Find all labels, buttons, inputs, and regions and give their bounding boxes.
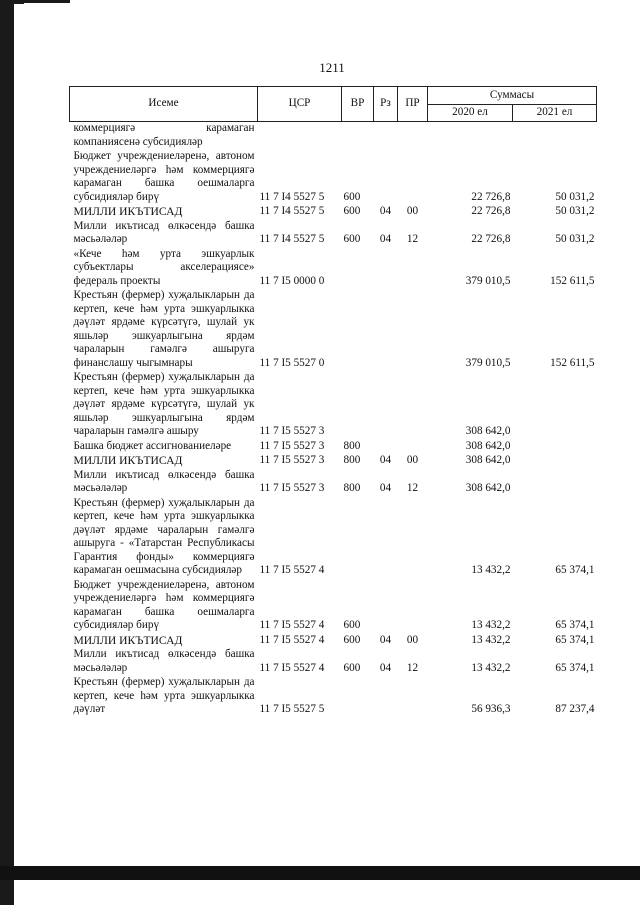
cell-pr: [398, 289, 428, 371]
cell-2020: [428, 122, 513, 151]
cell-rz: [374, 289, 398, 371]
cell-2021: 152 611,5: [550, 274, 595, 287]
header-name: Исеме: [70, 87, 258, 122]
cell-rz: [374, 122, 398, 151]
cell-pr: [398, 248, 428, 290]
page-number: 1211: [319, 60, 345, 75]
table-row: [70, 454, 597, 469]
cell-name: Крестьян (фермер) хуҗалыкларын да кертеп, кече һәм урта эшкуарлыкка дәүләт ярдәме чараларын гамәлгә ашыруга - «Татарстан Республикасы Гарантия фонды» коммерциягә карамаган оешмасына субсидияләр: [73, 496, 255, 576]
cell-csr: 11 7 I5 5527 3: [259, 439, 325, 452]
table-row: [70, 579, 597, 634]
table-row: [70, 469, 597, 497]
cell-name: Милли икътисад өлкәсендә башка мәсьәләләр: [73, 219, 255, 245]
cell-vr: [342, 676, 374, 718]
cell-rz: [374, 440, 398, 455]
cell-2021: 65 374,1: [555, 661, 595, 674]
cell-2020: 13 432,2: [471, 661, 511, 674]
cell-2021: [513, 454, 597, 469]
cell-2021: 65 374,1: [555, 633, 595, 646]
cell-2021: [513, 440, 597, 455]
cell-pr: [398, 497, 428, 579]
cell-name: Башка бюджет ассигнованиеләре: [73, 439, 232, 452]
cell-name: Крестьян (фермер) хуҗалыкларын да кертеп, кече һәм урта эшкуарлыкка дәүләт: [73, 676, 255, 715]
cell-name: Милли икътисад өлкәсендә башка мәсьәләләр: [73, 468, 255, 494]
cell-2021: 87 237,4: [555, 703, 595, 715]
cell-name: Крестьян (фермер) хуҗалыкларын да кертеп, кече һәм урта эшкуарлыкка дәүләт ярдәме күрсәтүгә, шулай ук яшьләр эшкуарлыгына ярдәм чараларын гамәлгә ашыруга финанслашу чыгымнары: [73, 289, 255, 369]
cell-pr: [398, 579, 428, 634]
cell-pr: [398, 676, 428, 718]
cell-vr: [342, 497, 374, 579]
cell-2021: [513, 122, 597, 151]
cell-csr: 11 7 I5 5527 3: [259, 454, 325, 466]
header-year-2021: 2021 ел: [513, 105, 597, 122]
cell-2021: [513, 371, 597, 440]
cell-2021: 50 031,2: [555, 205, 595, 217]
cell-2021: 50 031,2: [555, 233, 595, 245]
cell-csr: 11 7 I4 5527 5: [259, 190, 325, 203]
table-row: [70, 497, 597, 579]
scan-edge-bottom: [0, 866, 640, 880]
cell-2020: 22 726,8: [471, 233, 511, 245]
cell-pr: 12: [406, 661, 419, 674]
table-row: [70, 634, 597, 649]
cell-2021: 65 374,1: [555, 619, 595, 631]
cell-csr: 11 7 I5 0000 0: [259, 274, 325, 287]
cell-csr: 11 7 I4 5527 5: [259, 233, 325, 245]
cell-vr: 800: [343, 454, 361, 466]
cell-2020: 308 642,0: [465, 425, 511, 437]
cell-2021: 50 031,2: [555, 190, 595, 203]
cell-vr: 600: [343, 205, 361, 217]
cell-csr: [258, 122, 342, 151]
cell-name: МИЛЛИ ИКЪТИСАД: [73, 205, 183, 218]
cell-vr: 600: [343, 661, 361, 674]
cell-name: Бюджет учреждениеләренә, автоном учреждениеләргә һәм коммерциягә карамаган башка оешмаларга субсидияләр бирү: [73, 578, 255, 631]
cell-rz: 04: [379, 661, 392, 674]
header-csr: ЦСР: [258, 87, 342, 122]
cell-rz: [374, 676, 398, 718]
cell-vr: [342, 371, 374, 440]
table-row: [70, 122, 597, 151]
cell-2020: 13 432,2: [471, 633, 511, 646]
table-row: [70, 289, 597, 371]
cell-vr: 800: [343, 439, 361, 452]
cell-name: Бюджет учреждениеләренә, автоном учреждениеләргә һәм коммерциягә карамаган башка оешмаларга субсидияләр бирү: [73, 150, 255, 203]
table-row: [70, 150, 597, 205]
budget-table: [69, 86, 597, 718]
cell-2020: 379 010,5: [465, 356, 511, 369]
cell-rz: [374, 579, 398, 634]
header-vr: ВР: [342, 87, 374, 122]
table-row: [70, 440, 597, 455]
cell-rz: 04: [379, 633, 392, 646]
cell-rz: [374, 150, 398, 205]
cell-vr: 800: [343, 482, 361, 494]
table-row: [70, 648, 597, 676]
table-body: [70, 122, 597, 718]
cell-2021: [513, 469, 597, 497]
header-sums: Суммасы: [428, 87, 597, 105]
cell-2021: 65 374,1: [555, 564, 595, 576]
table-row: [70, 205, 597, 220]
cell-csr: 11 7 I5 5527 4: [259, 619, 325, 631]
cell-pr: [398, 122, 428, 151]
cell-2020: 308 642,0: [465, 482, 511, 494]
cell-vr: [342, 122, 374, 151]
cell-pr: [398, 150, 428, 205]
cell-name: МИЛЛИ ИКЪТИСАД: [73, 454, 183, 467]
header-pr: ПР: [398, 87, 428, 122]
cell-vr: 600: [343, 619, 361, 631]
cell-2020: 22 726,8: [471, 205, 511, 217]
cell-name: «Кече һәм урта эшкуарлык субъектлары акселерациясе» федераль проекты: [73, 247, 255, 287]
cell-csr: 11 7 I5 5527 4: [259, 633, 325, 646]
cell-vr: 600: [343, 233, 361, 245]
table-row: [70, 371, 597, 440]
header-rz: Рз: [374, 87, 398, 122]
cell-pr: [398, 440, 428, 455]
cell-2020: 308 642,0: [465, 454, 511, 466]
cell-2020: 56 936,3: [471, 703, 511, 715]
cell-pr: 00: [406, 205, 419, 217]
cell-rz: [374, 497, 398, 579]
cell-pr: 12: [406, 482, 419, 494]
table-row: [70, 676, 597, 718]
cell-2020: 379 010,5: [465, 274, 511, 287]
cell-pr: [398, 371, 428, 440]
cell-pr: 12: [406, 233, 419, 245]
cell-csr: 11 7 I5 5527 3: [259, 425, 325, 437]
cell-csr: 11 7 I5 5527 0: [259, 356, 325, 369]
cell-name: Милли икътисад өлкәсендә башка мәсьәләләр: [73, 648, 255, 674]
cell-2020: 13 432,2: [471, 619, 511, 631]
cell-2020: 22 726,8: [471, 190, 511, 203]
cell-pr: 00: [406, 454, 419, 466]
cell-csr: 11 7 I4 5527 5: [259, 205, 325, 217]
cell-csr: 11 7 I5 5527 4: [259, 564, 325, 576]
cell-vr: [342, 248, 374, 290]
cell-rz: 04: [379, 205, 392, 217]
table-header: [70, 87, 597, 122]
table-row: [70, 248, 597, 290]
cell-vr: [342, 289, 374, 371]
header-year-2020: 2020 ел: [428, 105, 513, 122]
cell-name: коммерциягә карамаган компаниясенә субсидияләр: [73, 122, 255, 148]
cell-csr: 11 7 I5 5527 3: [259, 482, 325, 494]
cell-pr: 00: [406, 633, 419, 646]
cell-name: МИЛЛИ ИКЪТИСАД: [73, 633, 183, 647]
cell-csr: 11 7 I5 5527 4: [259, 661, 325, 674]
cell-csr: 11 7 I5 5527 5: [259, 703, 325, 715]
cell-rz: [374, 371, 398, 440]
cell-rz: 04: [379, 454, 392, 466]
cell-vr: 600: [343, 190, 361, 203]
scan-edge-left: [0, 0, 14, 905]
cell-name: Крестьян (фермер) хуҗалыкларын да кертеп, кече һәм урта эшкуарлыкка дәүләт ярдәме күрсәтүгә, шулай ук яшьләр эшкуарлыгына ярдәм чараларын гамәлгә ашыру: [73, 371, 255, 437]
cell-2021: 152 611,5: [550, 356, 595, 369]
cell-2020: 13 432,2: [471, 564, 511, 576]
table-row: [70, 220, 597, 248]
cell-rz: 04: [379, 482, 392, 494]
cell-rz: 04: [379, 233, 392, 245]
cell-vr: 600: [343, 633, 361, 646]
cell-2020: 308 642,0: [465, 439, 511, 452]
cell-rz: [374, 248, 398, 290]
